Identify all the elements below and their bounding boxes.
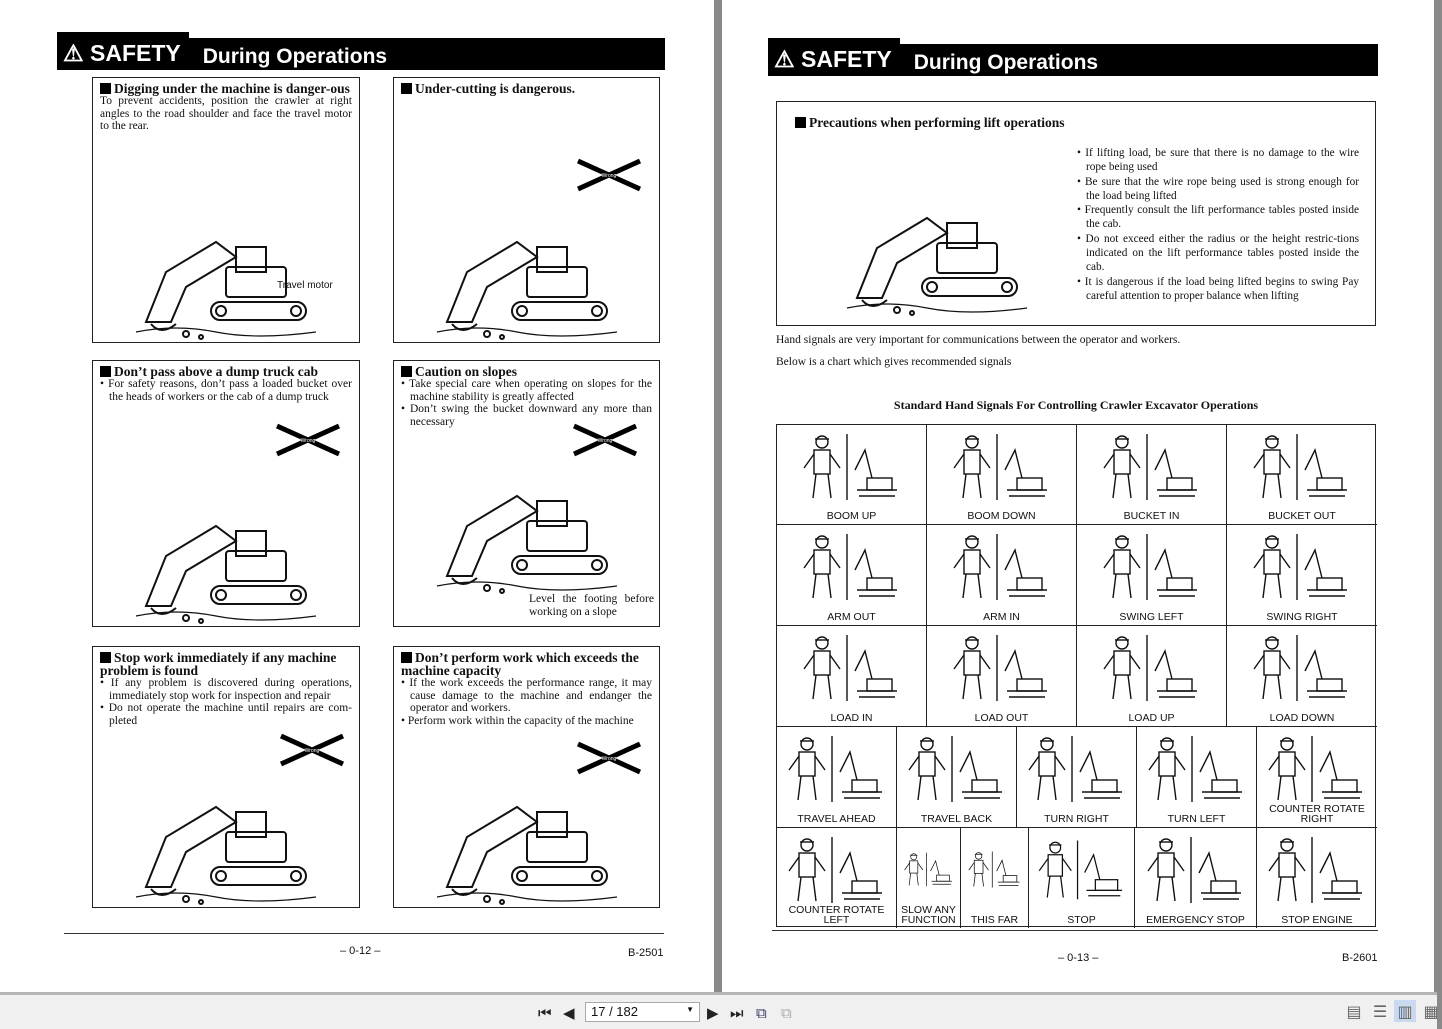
panel-title: Precautions when performing lift operations [809, 115, 1065, 130]
panel-title: Digging under the machine is danger-ous [114, 81, 350, 96]
two-page-view-icon[interactable]: ▥ [1394, 1000, 1416, 1022]
header-title: During Operations [913, 51, 1099, 74]
signal-cell [777, 727, 897, 828]
first-page-button[interactable]: ⏮ [538, 1004, 552, 1022]
signal-cell [897, 727, 1017, 828]
signal-label: LOAD IN [830, 712, 873, 724]
signal-label: EMERGENCY STOP [1146, 914, 1245, 926]
signal-cell [777, 525, 927, 626]
signal-label: STOP ENGINE [1281, 914, 1353, 926]
bullet: • Frequently consult the lift performance tables posted inside the cab. [1077, 203, 1359, 232]
intro-text: Hand signals are very important for communications between the operator and workers. [776, 334, 1181, 346]
callout-label: Level the footing before working on a slope [529, 593, 654, 618]
bullet: • If any problem is discovered during operations, immediately stop work for inspection and repair [100, 677, 352, 702]
panel-stop-work [92, 646, 360, 908]
signal-cell [777, 425, 927, 525]
chevron-down-icon: ▼ [686, 1005, 694, 1014]
illustration [817, 138, 1057, 318]
bullet: • For safety reasons, don’t pass a loaded bucket over the heads of workers or the cab of a dump truck [100, 378, 352, 403]
excavator-illustration [427, 466, 627, 596]
signal-cell [1227, 525, 1377, 626]
hand-signal-figure [1262, 833, 1372, 905]
wrong-x-icon [275, 423, 341, 457]
signal-label: STOP [1067, 914, 1096, 926]
intro-text: Below is a chart which gives recommended signals [776, 356, 1012, 368]
next-page-button[interactable]: ▶ [707, 1004, 719, 1022]
header-title: During Operations [202, 45, 388, 68]
callout-label: Travel motor [277, 280, 333, 291]
illustration [93, 767, 359, 907]
signal-cell [1227, 626, 1377, 727]
bullet: • Do not exceed either the radius or the height restric-tions indicated on the lift performance tables posted inside the cab. [1077, 232, 1359, 275]
panel-dump-truck [92, 360, 360, 627]
panel-body: To prevent accidents, position the crawler at right angles to the road shoulder and face the travel motor to the rear. [100, 95, 352, 132]
hand-signal-figure [902, 732, 1012, 804]
wrong-mark [279, 733, 345, 767]
viewer-toolbar [0, 992, 1437, 1029]
panel-under-cutting [393, 77, 660, 343]
signal-cell [1257, 727, 1377, 828]
continuous-view-icon[interactable]: ☰ [1372, 1001, 1388, 1021]
svg-text:Wrong: Wrong [597, 438, 613, 444]
signal-cell [1077, 525, 1227, 626]
hand-signal-figure [797, 631, 907, 703]
signal-label: LOAD UP [1128, 712, 1175, 724]
illustration [93, 172, 359, 342]
panel-title: Don’t pass above a dump truck cab [114, 364, 319, 379]
signal-cell [1135, 828, 1257, 928]
signal-cell [777, 626, 927, 727]
footer-rule [772, 930, 1378, 931]
excavator-illustration [427, 212, 627, 342]
hand-signal-figure [1247, 430, 1357, 502]
wrong-mark [275, 423, 341, 457]
safety-label: ⚠ SAFETY [57, 32, 189, 70]
last-page-button[interactable]: ⏭ [730, 1004, 744, 1022]
signal-label: BUCKET OUT [1268, 510, 1336, 522]
signal-label: BOOM DOWN [967, 510, 1036, 522]
signal-cell [927, 626, 1077, 727]
panel-lift-operations [776, 101, 1376, 326]
two-page-continuous-view-icon[interactable]: ▦ [1423, 1001, 1439, 1021]
hand-signal-figure [901, 833, 957, 905]
hand-signal-figure [1141, 833, 1251, 905]
document-code: B-2601 [1342, 952, 1378, 964]
safety-label: ⚠ SAFETY [768, 38, 900, 76]
signal-label: SWING RIGHT [1266, 611, 1338, 623]
signal-cell [1227, 425, 1377, 525]
page-value: 17 / 182 [591, 1004, 638, 1019]
hand-signal-figure [1097, 530, 1207, 602]
hand-signal-figure [1097, 430, 1207, 502]
signal-cell [1137, 727, 1257, 828]
single-page-view-icon[interactable]: ▤ [1346, 1001, 1362, 1021]
illustration [93, 466, 359, 626]
signal-label: TURN RIGHT [1044, 813, 1109, 825]
signal-cell [777, 828, 897, 928]
panel-machine-capacity [393, 646, 660, 908]
bullet: • If the work exceeds the performance range, it may cause damage to the machine and endanger the operator and workers. [401, 677, 652, 715]
panel-title: Under-cutting is dangerous. [415, 81, 576, 96]
panel-title: Caution on slopes [415, 364, 518, 379]
signal-cell [1017, 727, 1137, 828]
signal-label: LOAD OUT [974, 712, 1029, 724]
signal-cell [927, 525, 1077, 626]
hand-signal-chart [776, 424, 1376, 927]
illustration [394, 767, 659, 907]
hand-signal-figure [965, 833, 1025, 905]
signal-label: TRAVEL AHEAD [797, 813, 876, 825]
panel-slopes [393, 360, 660, 627]
document-code: B-2501 [628, 947, 664, 959]
bullet: • It is dangerous if the load being lifted begins to swing Pay careful attention to proper balance when lifting [1077, 275, 1359, 304]
hand-signal-figure [947, 631, 1057, 703]
page-number: – 0-12 – [340, 945, 381, 957]
previous-page-button[interactable]: ◀ [563, 1004, 575, 1022]
hand-signal-figure [1247, 530, 1357, 602]
wrong-x-icon [279, 733, 345, 767]
hand-signal-figure [1142, 732, 1252, 804]
panel-title: Don’t perform work which exceeds the machine capacity [401, 650, 639, 678]
hand-signal-figure [947, 530, 1057, 602]
page-selector[interactable] [585, 1002, 700, 1022]
svg-text:Wrong: Wrong [601, 756, 617, 762]
bullet: • Don’t swing the bucket downward any more than necessary [401, 403, 652, 428]
section-header [768, 44, 1378, 76]
svg-text:Wrong: Wrong [300, 438, 316, 444]
footer-rule [64, 933, 664, 934]
signal-cell [961, 828, 1029, 928]
hand-signal-figure [947, 430, 1057, 502]
hand-signal-figure [1097, 631, 1207, 703]
hand-signal-figure [1033, 833, 1131, 905]
signal-label: COUNTER ROTATE LEFT [788, 904, 885, 926]
hand-signal-figure [797, 430, 907, 502]
chart-title: Standard Hand Signals For Controlling Crawler Excavator Operations [893, 398, 1259, 412]
signal-label: COUNTER ROTATE RIGHT [1269, 803, 1365, 825]
section-header [57, 38, 665, 70]
hand-signal-figure [782, 833, 892, 905]
signal-label: SWING LEFT [1119, 611, 1184, 623]
signal-label: TURN LEFT [1167, 813, 1226, 825]
signal-label: LOAD DOWN [1269, 712, 1335, 724]
excavator-illustration [126, 777, 326, 907]
bullet: • Be sure that the wire rope being used is strong enough for the load being lifted [1077, 175, 1359, 204]
signal-cell [897, 828, 961, 928]
hand-signal-figure [1262, 732, 1372, 804]
signal-label: ARM OUT [827, 611, 876, 623]
excavator-illustration [126, 496, 326, 626]
page-number: – 0-13 – [1058, 952, 1099, 964]
signal-label: THIS FAR [970, 914, 1019, 926]
svg-text:Wrong: Wrong [304, 748, 320, 754]
signal-label: TRAVEL BACK [920, 813, 993, 825]
signal-cell [1257, 828, 1377, 928]
bullet: • Perform work within the capacity of the machine [401, 715, 652, 728]
signal-cell [1077, 626, 1227, 727]
signal-label: SLOW ANY FUNCTION [901, 904, 956, 926]
bullet: • Do not operate the machine until repairs are com-pleted [100, 702, 352, 727]
signal-label: BUCKET IN [1123, 510, 1180, 522]
excavator-illustration [126, 212, 326, 342]
bullet: • If lifting load, be sure that there is no damage to the wire rope being used [1077, 146, 1359, 175]
hand-signal-figure [782, 732, 892, 804]
bullet: • Take special care when operating on slopes for the machine stability is greatly affected [401, 378, 652, 403]
panel-digging-under [92, 77, 360, 343]
svg-text:Wrong: Wrong [601, 173, 617, 179]
illustration [394, 436, 659, 596]
page-right [722, 0, 1434, 992]
signal-label: ARM IN [983, 611, 1020, 623]
hand-signal-figure [797, 530, 907, 602]
next-view-icon[interactable]: ⧉ [781, 1004, 792, 1022]
previous-view-icon[interactable]: ⧉ [756, 1004, 767, 1022]
hand-signal-figure [1247, 631, 1357, 703]
illustration [394, 172, 659, 342]
signal-cell [927, 425, 1077, 525]
signal-cell [1029, 828, 1135, 928]
signal-cell [1077, 425, 1227, 525]
excavator-illustration [837, 188, 1037, 318]
signal-label: BOOM UP [826, 510, 877, 522]
panel-title: Stop work immediately if any machine problem is found [100, 650, 337, 678]
hand-signal-figure [1022, 732, 1132, 804]
excavator-illustration [427, 777, 627, 907]
page-left [0, 0, 714, 992]
